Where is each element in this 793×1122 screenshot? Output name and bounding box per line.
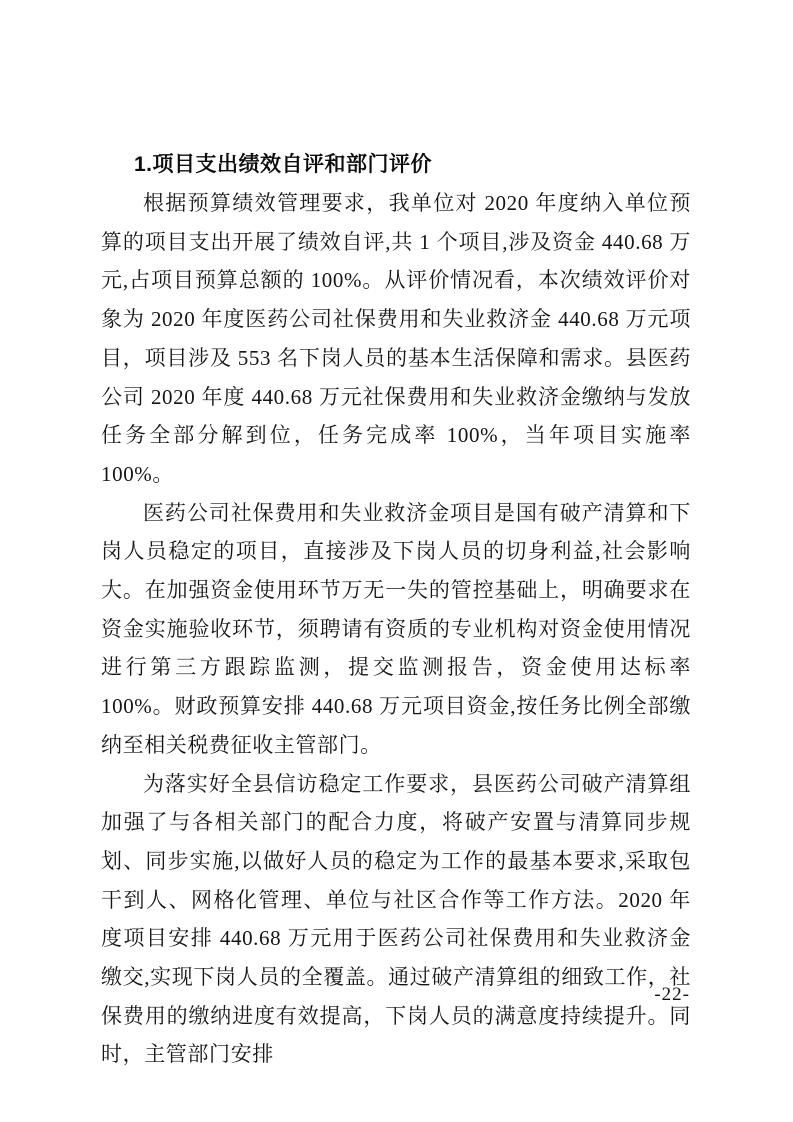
document-content <box>101 145 691 1074</box>
paragraph-project-supervision: 医药公司社保费用和失业救济金项目是国有破产清算和下岗人员稳定的项目，直接涉及下岗人员的切身利益,社会影响大。在加强资金使用环节万无一失的管控基础上，明确要求在资金实施验收环节，须聘请有资质的专业机构对资金使用情况进行第三方跟踪监测，提交监测报告，资金使用达标率 100%。财政预算安排 440.68 万元项目资金,按任务比例全部缴纳至相关税费征收主管部门。 <box>101 500 691 757</box>
section-heading: 1.项目支出绩效自评和部门评价 <box>134 153 433 176</box>
page-number: -22- <box>654 984 690 1005</box>
paragraph-implementation-measures: 为落实好全县信访稳定工作要求，县医药公司破产清算组加强了与各相关部门的配合力度，将破产安置与清算同步规划、同步实施,以做好人员的稳定为工作的最基本要求,采取包干到人、网格化管理、单位与社区合作等工作方法。2020 年度项目安排 440.68 万元用于医药公司社保费用和失业救济金缴交,实现下岗人员的全覆盖。通过破产清算组的细致工作，社保费用的缴纳进度有效提高，下岗人员的满意度持续提升。同时，主管部门安排 <box>101 771 691 1067</box>
paragraph-self-evaluation-overview: 根据预算绩效管理要求，我单位对 2020 年度纳入单位预算的项目支出开展了绩效自评,共 1 个项目,涉及资金 440.68 万元,占项目预算总额的 100%。从评价情况看，本次绩效评价对象为 2020 年度医药公司社保费用和失业救济金 440.68 万元项目，项目涉及 553 名下岗人员的基本生活保障和需求。县医药公司 2020 年度 440.68 万元社保费用和失业救济金缴纳与发放任务全部分解到位，任务完成率 100%，当年项目实施率 100%。 <box>101 191 691 486</box>
